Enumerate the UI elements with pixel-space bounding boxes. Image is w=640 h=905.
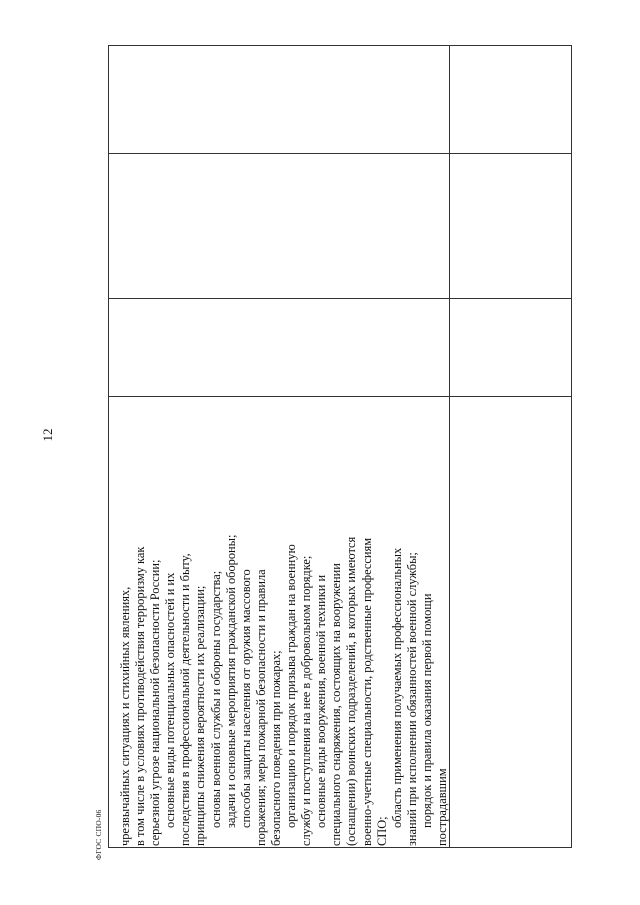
text-line: в том числе в условиях противодействия терроризму как серьезной угрозе национальной безопасности России; — [133, 546, 163, 846]
text-line: организацию и порядок призыва граждан на военную службу и поступления на нее в добровольном порядке; — [284, 544, 314, 846]
table-row-divider — [108, 396, 572, 397]
text-line: основные виды вооружения, военной техники и специального снаряжения, состоящих на вооружении (оснащении) воинских подразделений, в которых имеются военно-учетные специальности, родственные профессиям СПО; — [314, 536, 389, 846]
competency-knowledge-text — [118, 520, 558, 846]
text-line: область применения получаемых профессиональных знаний при исполнении обязанностей военной службы; — [389, 547, 419, 846]
page-number: 12 — [40, 428, 55, 442]
table-row-divider — [108, 298, 572, 299]
text-line: порядок и правила оказания первой помощи пострадавшим — [419, 593, 449, 846]
text-line: основные виды потенциальных опасностей и их последствия в профессиональной деятельности и быту, принципы снижения вероятности их реализации; — [163, 553, 208, 846]
table-row-divider — [108, 153, 572, 154]
text-line: чрезвычайных ситуациях и стихийных явлениях, — [118, 586, 132, 846]
footer-doc-code: ФГОС СПО-06 — [94, 809, 103, 860]
text-line: способы защиты населения от оружия массового поражения; меры пожарной безопасности и правила безопасного поведения при пожарах; — [238, 569, 283, 846]
text-line: основы военной службы и обороны государства; — [208, 570, 223, 828]
text-line: задачи и основные мероприятия гражданской обороны; — [223, 534, 238, 828]
